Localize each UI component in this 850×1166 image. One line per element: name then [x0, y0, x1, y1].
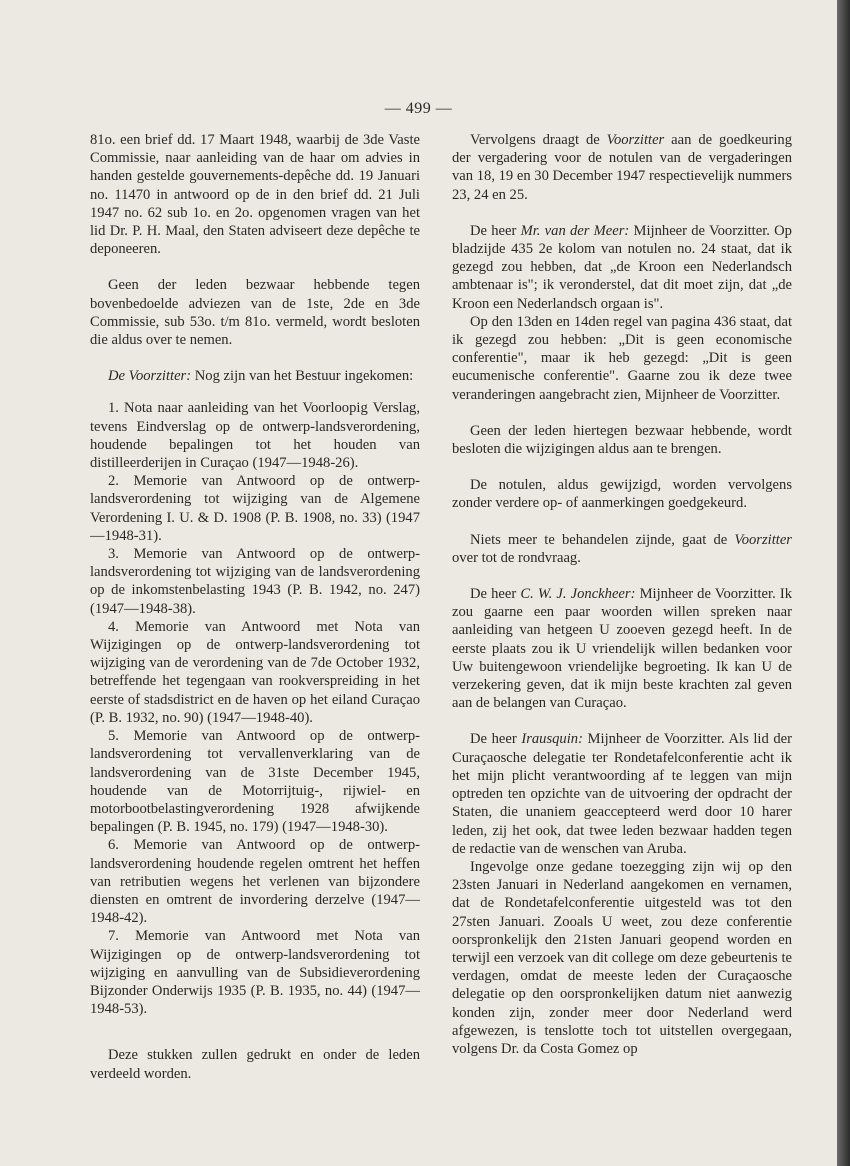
paragraph-irausquin: De heer Irausquin: Mijnheer de Voorzitter. Als lid der Curaçaosche delegatie ter Rondetafelconferentie acht ik het mijn plicht verantwoording af te leggen van mijn optreden ten opzichte van de uitvoering der opdracht der Staten, die unaniem geaccepteerd werd door 10 harer leden, zij het ook, dat twee leden bezwaar hadden tegen de redactie van de wenschen van Aruba.	[452, 731, 792, 857]
speaker-name: Voorzitter	[606, 132, 665, 148]
paragraph-rondvraag: Niets meer te behandelen zijnde, gaat de Voorzitter over tot de rondvraag.	[452, 531, 792, 566]
list-item: 7. Memorie van Antwoord met Nota van Wijzigingen op de ontwerp-landsverordening tot wijziging en aanvulling van de Subsidieverordening Bijzonder Onderwijs 1935 (P. B. 1935, no. 44) (1947—1948-53).	[90, 928, 420, 1018]
paragraph-van-der-meer: De heer Mr. van der Meer: Mijnheer de Voorzitter. Op bladzijde 435 2e kolom van notulen no. 24 staat, dat ik gezegd zou hebben, dat „de Kroon een Nederlandsch ambtenaar is"; ik veronderstel, dat dit moet zijn, dat „de Kroon een Nederlandsch orgaan is".	[452, 222, 792, 312]
paragraph-81o: 81o. een brief dd. 17 Maart 1948, waarbij de 3de Vaste Commissie, naar aanleiding van de haar om advies in handen gestelde gouvernements-depêche dd. 19 Januari no. 11470 in antwoord op de in den brief dd. 21 Juli 1947 no. 62 sub 1o. en 2o. opgenomen vragen van het lid Dr. P. H. Maal, den Staten adviseert deze depêche te deponeeren.	[90, 132, 420, 258]
paragraph-jonckheer: De heer C. W. J. Jonckheer: Mijnheer de Voorzitter. Ik zou gaarne een paar woorden willen spreken naar aanleiding van hetgeen U zooeven gezegd heeft. In de eerste plaats zou ik U vriendelijk willen bedanken voor Uw buitengewoon vriendelijke begroeting. Ik kan U de verzekering geven, dat ik mijn beste krachten zal geven aan de belangen van Curaçao.	[452, 586, 792, 712]
right-column	[452, 131, 792, 1058]
speaker-name: Mr. van der Meer:	[520, 222, 630, 239]
list-item: 6. Memorie van Antwoord op de ontwerp-landsverordening houdende regelen omtrent het heffen van retributien wegens het verlenen van bijzondere diensten en omtrent de invordering derzelve (1947—1948-42).	[90, 837, 420, 927]
paragraph-besluit-adviezen: Geen der leden bezwaar hebbende tegen bovenbedoelde adviezen van de 1ste, 2de en 3de Commissie, sub 53o. t/m 81o. vermeld, wordt besloten die aldus over te nemen.	[90, 277, 420, 349]
list-item: 3. Memorie van Antwoord op de ontwerp-landsverordening tot wijziging van de landsverordening op de inkomstenbelasting 1943 (P. B. 1942, no. 247) (1947—1948-38).	[90, 546, 420, 617]
speaker-name: De Voorzitter:	[108, 368, 192, 385]
list-item: 4. Memorie van Antwoord met Nota van Wijzigingen op de ontwerp-landsverordening tot wijziging van de verordening van de 7de October 1932, betreffende het tegengaan van rookverspreiding in het eerste of stadsdistrict en de haven op het eiland Curaçao (P. B. 1932, no. 90) (1947—1948-40).	[90, 618, 420, 726]
left-column	[90, 131, 420, 1083]
page-number: — 499 —	[384, 100, 453, 117]
speaker-name: Voorzitter	[734, 531, 792, 548]
speaker-name: Irausquin:	[521, 731, 583, 748]
paragraph-notulen-goedgekeurd: De notulen, aldus gewijzigd, worden vervolgens zonder verdere op- of aanmerkingen goedgekeurd.	[452, 477, 792, 512]
paragraph-ingekomen: De Voorzitter: Nog zijn van het Bestuur ingekomen:	[108, 368, 414, 385]
paragraph-besluit-wijzigingen: Geen der leden hiertegen bezwaar hebbende, wordt besloten die wijzigingen aldus aan te brengen.	[452, 422, 792, 458]
paragraph-van-der-meer-cont: Op den 13den en 14den regel van pagina 436 staat, dat ik gezegd zou hebben: „Dit is geen economische conferentie", maar ik heb gezegd: „Dit is geen eucumenische conferentie". Gaarne zou ik deze twee veranderingen aangebracht zien, Mijnheer de Voorzitter.	[452, 313, 792, 403]
paragraph-irausquin-cont: Ingevolge onze gedane toezegging zijn wij op den 23sten Januari in Nederland aangekomen en vernamen, dat de Rondetafelconferentie uitgesteld was tot den 27sten Januari. Zooals U weet, zou deze conferentie oorspronkelijk den 21sten Januari geopend worden en terwijl een verzoek van dit college om deze gebeurtenis te verdagen, omdat de meeste leden der Curaçaosche delegatie op den oorspronkelijken datum niet aanwezig konden zijn, zonder meer door Nederland werd afgewezen, is tenslotte toch tot uitstellen overgegaan, volgens Dr. da Costa Gomez op	[452, 858, 792, 1057]
scan-edge	[837, 0, 850, 1166]
speaker-name: C. W. J. Jonckheer:	[520, 586, 636, 603]
paragraph-stukken-gedrukt: Deze stukken zullen gedrukt en onder de leden verdeeld worden.	[90, 1047, 420, 1082]
list-item: 1. Nota naar aanleiding van het Voorloopig Verslag, tevens Eindverslag op de ontwerp-landsverordening, houdende bepalingen tot het houden van distilleerderijen in Curaçao (1947—1948-26).	[90, 400, 420, 472]
list-item: 2. Memorie van Antwoord op de ontwerp-landsverordening tot wijziging van de Algemene Verordening I. U. & D. 1908 (P. B. 1908, no. 33) (1947—1948-31).	[90, 473, 420, 544]
paragraph-notulen-voorstel: Vervolgens draagt de Voorzitter aan de goedkeuring der vergadering voor de notulen van de vergaderingen van 18, 19 en 30 December 1947 respectievelijk nummers 23, 24 en 25.	[452, 132, 793, 203]
list-item: 5. Memorie van Antwoord op de ontwerp-landsverordening tot vervallenverklaring van de landsverordening van de 31ste December 1945, houdende van de Motorrijtuig-, rijwiel- en motorbootbelastingverordening 1928 afwijkende bepalingen (P. B. 1945, no. 179) (1947—1948-30).	[90, 728, 420, 836]
